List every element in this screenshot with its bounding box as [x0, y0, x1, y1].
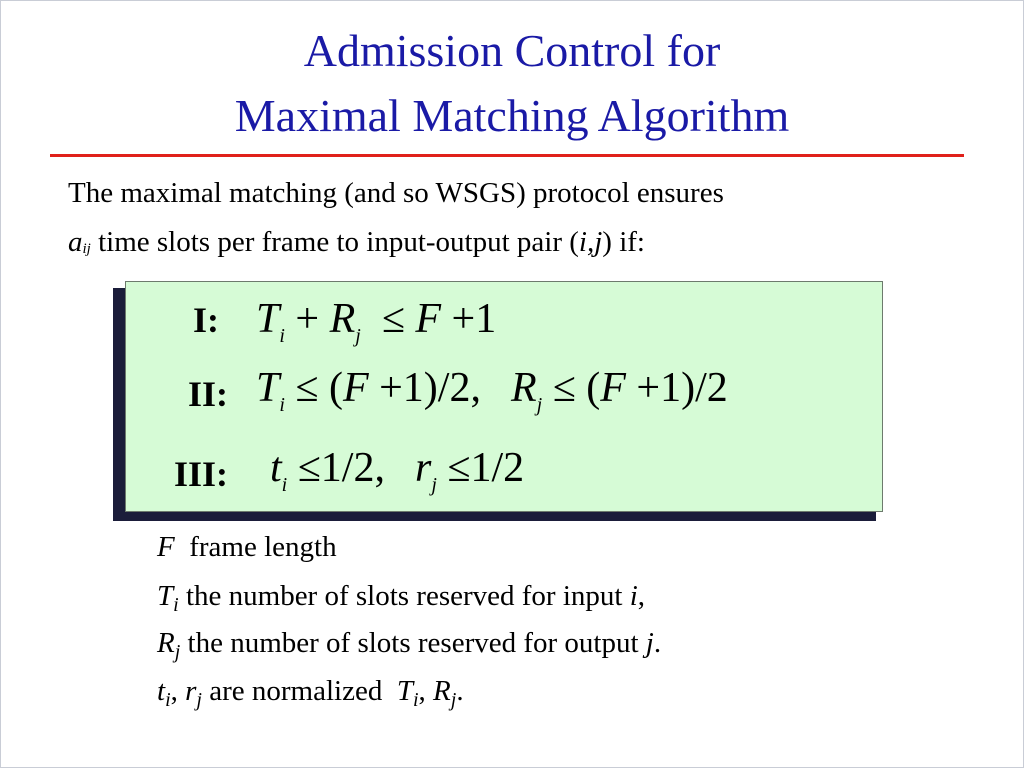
- definition-input-slots: $T_i$ the number of slots reserved for input i,: [157, 580, 646, 616]
- intro-line2: [68, 225, 645, 266]
- intro-pair: i,j: [578, 226, 603, 258]
- title-divider: [50, 154, 964, 157]
- intro-sub-ij: ij: [82, 241, 91, 257]
- intro-line1: The maximal matching (and so WSGS) protocol ensures: [68, 177, 724, 209]
- definition-output-slots: $R_j$ the number of slots reserved for output j.: [157, 627, 662, 663]
- condition-expr-1: $T_i + R_j \le F +1$: [256, 296, 497, 347]
- intro-var-a: a: [68, 226, 83, 258]
- condition-label-1: I:: [193, 300, 219, 340]
- intro-text-b: ) if:: [602, 226, 645, 258]
- slide-title-line1: Admission Control for: [303, 25, 721, 76]
- definition-normalized: $t_i$, $r_j$ are normalized $T_i$, $R_j$.: [157, 675, 464, 711]
- condition-expr-2: $T_i \le (F +1)/2$, $R_j \le (F +1)/2$: [256, 365, 728, 416]
- slide-title-line2: Maximal Matching Algorithm: [234, 90, 790, 141]
- condition-label-3: III:: [174, 454, 229, 494]
- intro-text-a: time slots per frame to input-output pair (: [90, 226, 579, 258]
- definition-frame-length: F frame length: [157, 531, 337, 563]
- condition-label-2: II:: [188, 374, 229, 414]
- condition-expr-3: $t_i \le 1/2$, $r_j \le 1/2$: [270, 445, 525, 496]
